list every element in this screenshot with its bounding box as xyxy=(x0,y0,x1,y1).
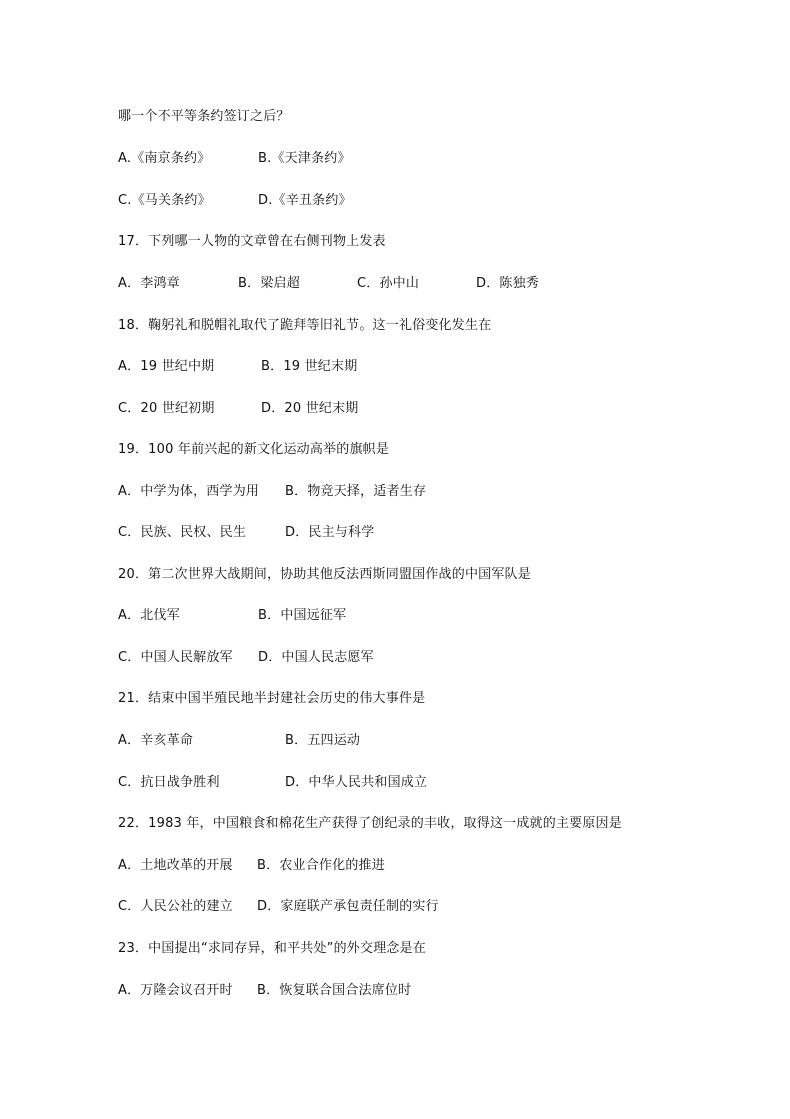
option-b: B．中国远征军 xyxy=(258,608,347,623)
option-a: A．李鸿章 xyxy=(118,276,180,291)
question-18-stem: 18．鞠躬礼和脱帽礼取代了跪拜等旧礼节。这一礼俗变化发生在 xyxy=(118,318,492,333)
question-22-stem: 22．1983 年，中国粮食和棉花生产获得了创纪录的丰收，取得这一成就的主要原因是 xyxy=(118,816,622,831)
question-17-stem: 17．下列哪一人物的文章曾在右侧刊物上发表 xyxy=(118,234,386,249)
question-20-options-row xyxy=(118,649,374,667)
option-c: C．抗日战争胜利 xyxy=(118,775,220,790)
question-22-options-row xyxy=(118,898,439,916)
option-d: D．中华人民共和国成立 xyxy=(285,775,428,790)
options-row xyxy=(118,150,351,168)
option-a: A.《南京条约》 xyxy=(118,151,211,166)
question-22-options-row xyxy=(118,857,385,875)
option-c: C．20 世纪初期 xyxy=(118,401,215,416)
option-c: C．孙中山 xyxy=(357,276,420,291)
option-a: A．中学为体，西学为用 xyxy=(118,484,260,499)
options-row xyxy=(118,192,352,210)
option-c: C．民族、民权、民生 xyxy=(118,525,247,540)
option-a: A．19 世纪中期 xyxy=(118,359,215,374)
option-d: D．中国人民志愿军 xyxy=(258,650,374,665)
option-d: D．陈独秀 xyxy=(476,276,540,291)
option-d: D．20 世纪末期 xyxy=(261,401,359,416)
question-23-stem: 23．中国提出“求同存异，和平共处”的外交理念是在 xyxy=(118,941,427,956)
option-b: B．恢复联合国合法席位时 xyxy=(257,983,412,998)
question-19-stem: 19．100 年前兴起的新文化运动高举的旗帜是 xyxy=(118,442,390,457)
question-20-options-row xyxy=(118,607,347,625)
question-20-stem: 20．第二次世界大战期间，协助其他反法西斯同盟国作战的中国军队是 xyxy=(118,567,531,582)
question-21-options-row xyxy=(118,732,361,750)
option-b: B．农业合作化的推进 xyxy=(257,858,385,873)
question-18-options-row xyxy=(118,358,358,376)
option-b: B．物竞天择，适者生存 xyxy=(285,484,427,499)
question-18-options-row xyxy=(118,400,359,418)
option-a: A．辛亥革命 xyxy=(118,733,194,748)
option-a: A．北伐军 xyxy=(118,608,180,623)
option-c: C．中国人民解放军 xyxy=(118,650,233,665)
option-c: C．人民公社的建立 xyxy=(118,899,233,914)
option-b: B．梁启超 xyxy=(238,276,300,291)
question-21-options-row xyxy=(118,774,428,792)
option-d: D．家庭联产承包责任制的实行 xyxy=(257,899,439,914)
option-a: A．万隆会议召开时 xyxy=(118,983,233,998)
question-23-options-row xyxy=(118,982,412,1000)
option-c: C.《马关条约》 xyxy=(118,193,211,208)
option-d: D．民主与科学 xyxy=(285,525,375,540)
question-21-stem: 21．结束中国半殖民地半封建社会历史的伟大事件是 xyxy=(118,691,426,706)
question-17-options xyxy=(118,275,540,293)
question-19-options-row xyxy=(118,524,375,542)
question-19-options-row xyxy=(118,483,427,501)
option-b: B．五四运动 xyxy=(285,733,361,748)
question-stem-continuation: 哪一个不平等条约签订之后？ xyxy=(118,109,290,124)
option-a: A．土地改革的开展 xyxy=(118,858,233,873)
option-b: B．19 世纪末期 xyxy=(261,359,358,374)
option-d: D.《辛丑条约》 xyxy=(258,193,352,208)
option-b: B.《天津条约》 xyxy=(258,151,351,166)
